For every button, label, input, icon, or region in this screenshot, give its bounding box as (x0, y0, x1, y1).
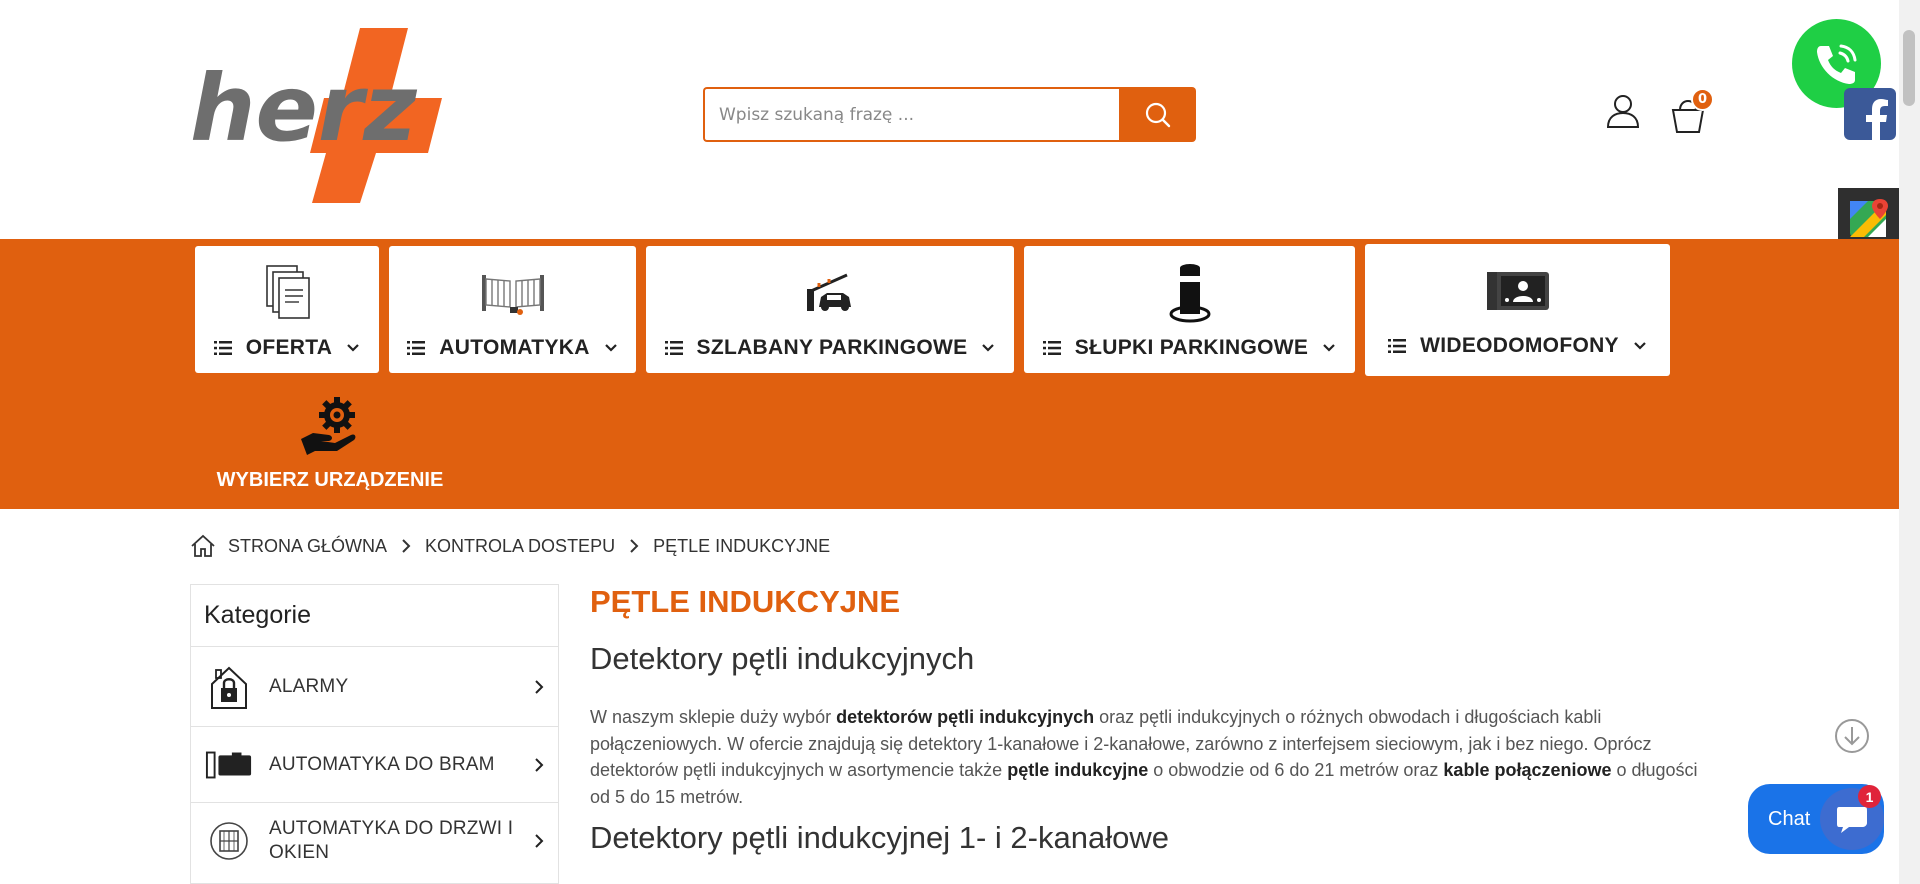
search-icon (1144, 101, 1172, 129)
nav-item-slupki[interactable] (1024, 246, 1355, 373)
chevron-down-icon (1322, 343, 1336, 353)
sidebar-item-label: AUTOMATYKA DO DRZWI I OKIEN (269, 818, 514, 863)
search-button[interactable] (1119, 87, 1196, 142)
main-content (590, 584, 1710, 856)
facebook-button[interactable] (1844, 88, 1896, 140)
chevron-down-icon (1633, 341, 1647, 351)
section-heading-2: Detektory pętli indukcyjnej 1- i 2-kanałowe (590, 820, 1169, 855)
videophone-icon (1485, 268, 1551, 314)
nav-item-wideodomofony[interactable] (1365, 244, 1670, 376)
sidebar-title: Kategorie (191, 585, 558, 647)
facebook-icon (1856, 94, 1896, 140)
nav-item-automatyka[interactable] (389, 246, 636, 373)
chevron-right-icon (401, 539, 411, 553)
nav-label: SŁUPKI PARKINGOWE (1074, 336, 1309, 359)
list-icon (665, 340, 683, 356)
nav-item-oferta[interactable] (195, 246, 379, 373)
scroll-down-icon[interactable] (1834, 718, 1870, 754)
nav-label: SZLABANY PARKINGOWE (696, 336, 968, 359)
logo-text: herz (190, 55, 417, 162)
list-icon (407, 340, 425, 356)
alarm-lock-icon (208, 664, 250, 710)
breadcrumb-current: PĘTLE INDUKCYJNE (653, 535, 831, 556)
intro-paragraph: W naszym sklepie duży wybór detektorów pętli indukcyjnych oraz pętli indukcyjnych o różnych obwodach i długościach kabli połączeniowych. W ofercie znajdują się detektory 1-kanałowe i 2-kanałowe, zarówno z interfejsem sieciowym, jak i bez niego. Oprócz detektorów pętli indukcyjnych w asortymencie także pętle indukcyjne o obwodzie od 6 do 21 metrów oraz kable połączeniowe o długości od 5 do 15 metrów. (590, 707, 1698, 807)
breadcrumb-home[interactable]: STRONA GŁÓWNA (228, 535, 388, 556)
breadcrumb (190, 534, 830, 558)
chevron-down-icon (604, 343, 618, 353)
nav-item-szlabany[interactable] (646, 246, 1014, 373)
window-icon (209, 821, 249, 861)
list-icon (1043, 340, 1061, 356)
nav-label: AUTOMATYKA (439, 336, 590, 359)
cart-count-badge: 0 (1691, 88, 1714, 111)
barrier-icon (805, 273, 855, 313)
nav-item-wybierz-urzadzenie[interactable] (205, 395, 455, 492)
sidebar-item-automatyka-do-drzwi[interactable] (191, 803, 558, 879)
chevron-right-icon (532, 757, 546, 773)
chevron-right-icon (532, 833, 546, 849)
list-icon (1388, 338, 1406, 354)
chat-label: Chat (1768, 807, 1811, 830)
section-heading: Detektory pętli indukcyjnych (590, 641, 975, 676)
search-input[interactable] (703, 87, 1119, 142)
home-icon[interactable] (190, 534, 216, 558)
phone-icon (1811, 38, 1863, 90)
search-bar (703, 87, 1196, 142)
chat-unread-badge: 1 (1858, 785, 1881, 808)
sidebar-item-alarmy[interactable] (191, 647, 558, 727)
category-sidebar (190, 584, 559, 884)
documents-icon (261, 264, 313, 322)
scrollbar-thumb[interactable] (1903, 30, 1915, 106)
list-icon (214, 340, 232, 356)
sidebar-item-label: ALARMY (269, 675, 349, 697)
chevron-right-icon (532, 679, 546, 695)
google-maps-icon (1848, 197, 1890, 239)
gate-icon (480, 269, 546, 317)
chevron-right-icon (629, 539, 639, 553)
nav-label: OFERTA (245, 336, 333, 359)
chat-icon (1835, 803, 1869, 835)
herz-logo[interactable] (190, 28, 470, 203)
page-title: PĘTLE INDUKCYJNE (590, 584, 901, 619)
gear-hand-icon (299, 395, 361, 457)
page-scrollbar[interactable] (1899, 0, 1920, 884)
gate-motor-icon (205, 750, 253, 780)
chevron-down-icon (346, 343, 360, 353)
sidebar-item-label: AUTOMATYKA DO BRAM (269, 753, 495, 775)
wybierz-label: WYBIERZ URZĄDZENIE (216, 469, 444, 491)
breadcrumb-kontrola-dostepu[interactable]: KONTROLA DOSTEPU (425, 535, 616, 556)
bollard-icon (1168, 262, 1212, 324)
nav-label: WIDEODOMOFONY (1420, 334, 1619, 357)
chevron-down-icon (981, 343, 995, 353)
sidebar-item-automatyka-do-bram[interactable] (191, 727, 558, 803)
user-account-icon[interactable] (1605, 93, 1641, 129)
